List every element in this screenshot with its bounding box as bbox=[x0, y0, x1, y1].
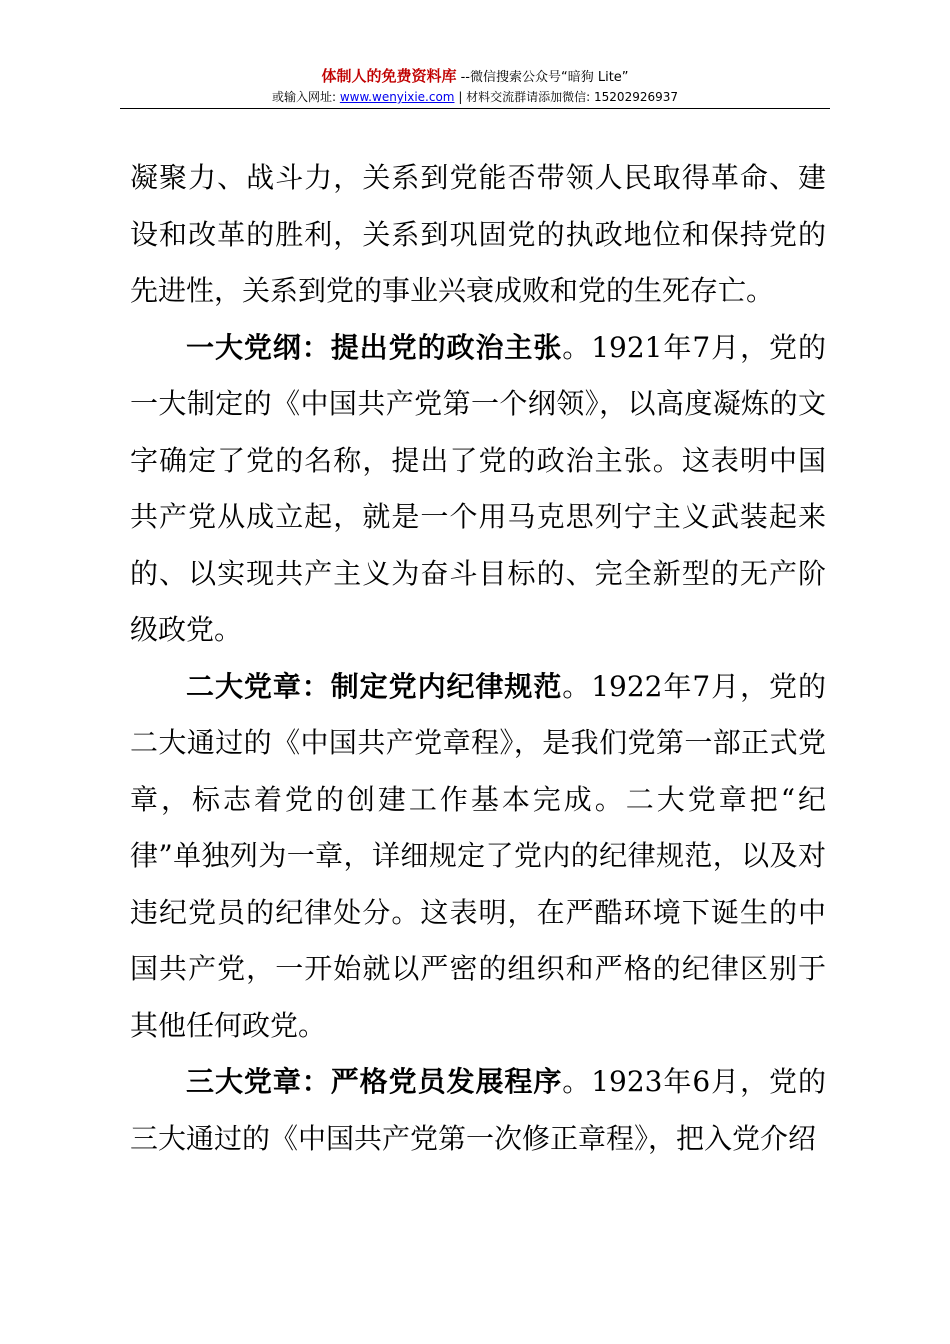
paragraph-second-congress bbox=[130, 659, 826, 1055]
header-divider bbox=[120, 108, 830, 109]
section-heading: 二大党章：制定党内纪律规范 bbox=[186, 669, 563, 703]
paragraph-first-congress bbox=[130, 320, 826, 659]
section-heading: 三大党章：严格党员发展程序 bbox=[186, 1065, 563, 1098]
url-prefix: 或输入网址: bbox=[271, 90, 340, 104]
paragraph-text: 。1921年7月，党的一大制定的《中国共产党第一个纲领》，以高度凝炼的文字确定了党的名称，提出了党的政治主张。这表明中国共产党从成立起，就是一个用马克思列宁主义武装起来的、以实现共产主义为奋斗目标的、完全新型的无产阶级政党。 bbox=[130, 330, 826, 646]
site-name: 体制人的免费资料库 bbox=[321, 67, 457, 85]
wechat-search-tip: --微信搜索公众号“暗狗 Lite” bbox=[456, 70, 629, 85]
page-header bbox=[120, 66, 830, 106]
paragraph-continuation: 凝聚力、战斗力，关系到党能否带领人民取得革命、建设和改革的胜利，关系到巩固党的执政地位和保持党的先进性，关系到党的事业兴衰成败和党的生死存亡。 bbox=[130, 161, 826, 307]
document-body bbox=[130, 150, 826, 1167]
header-contact-line bbox=[120, 88, 830, 106]
paragraph-text: 。1922年7月，党的二大通过的《中国共产党章程》，是我们党第一部正式党章，标志着党的创建工作基本完成。二大党章把“纪律”单独列为一章，详细规定了党内的纪律规范，以及对违纪党员的纪律处分。这表明，在严酷环境下诞生的中国共产党，一开始就以严密的组织和严格的纪律区别于其他任何政党。 bbox=[130, 669, 826, 1042]
paragraph-text: 。1923年6月，党的三大通过的《中国共产党第一次修正章程》，把入党介绍 bbox=[130, 1065, 826, 1155]
contact-info: | 材料交流群请添加微信: 15202926937 bbox=[454, 90, 679, 104]
paragraph-third-congress bbox=[130, 1054, 826, 1167]
header-promo-line bbox=[120, 66, 830, 88]
website-link[interactable]: www.wenyixie.com bbox=[339, 90, 455, 104]
section-heading: 一大党纲：提出党的政治主张 bbox=[186, 330, 563, 364]
